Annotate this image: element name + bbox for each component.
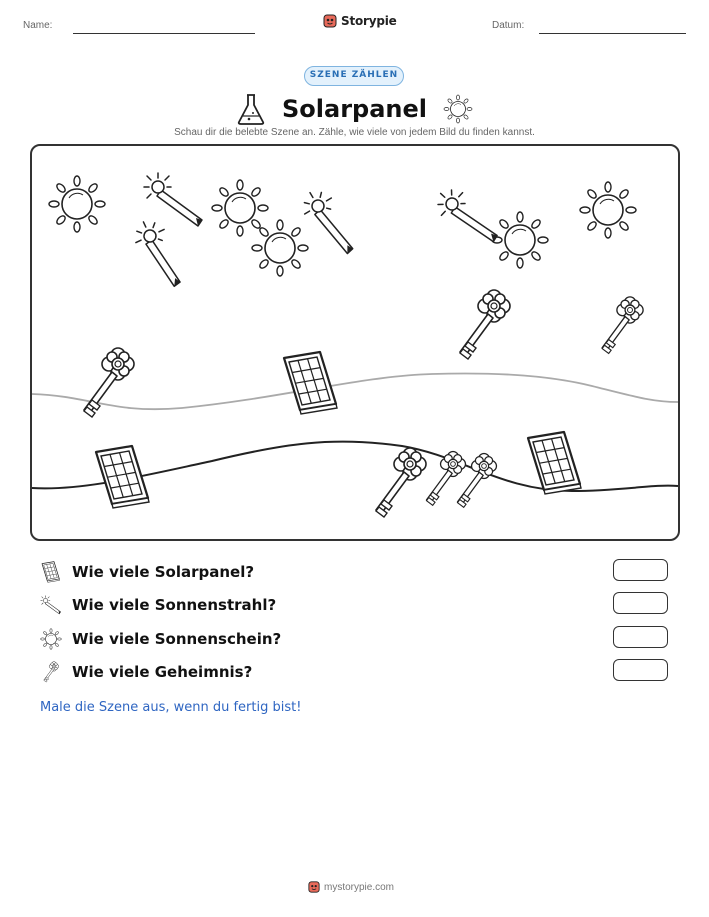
question-solar-panels [40, 560, 254, 584]
storypie-mascot-icon [323, 13, 337, 29]
key-2 [460, 290, 510, 359]
flask-icon [236, 92, 266, 126]
date-line[interactable] [539, 33, 686, 34]
question-sunbeams [40, 593, 276, 617]
footer-site [308, 880, 394, 894]
counting-scene [30, 144, 680, 541]
date-label: Datum: [492, 20, 525, 31]
name-label: Name: [23, 20, 53, 31]
answer-box-sunbeams[interactable] [613, 592, 668, 614]
question-text: Wie viele Sonnenstrahl? [72, 596, 277, 614]
instructions-text: Schau dir die belebte Szene an. Zähle, wie viele von jedem Bild du finden kannst. [174, 127, 535, 138]
question-text: Wie viele Sonnenschein? [72, 630, 282, 648]
sun-4 [492, 212, 548, 268]
brand-name: Storypie [341, 14, 397, 28]
sun-2 [212, 180, 268, 236]
scene-count-badge: SZENE ZÄHLEN [304, 66, 404, 86]
sun-3 [252, 220, 308, 276]
page-title [0, 92, 709, 126]
answer-box-sunshine[interactable] [613, 626, 668, 648]
answer-box-solar-panels[interactable] [613, 559, 668, 581]
solar-panel-1 [284, 352, 337, 414]
key-icon [40, 661, 62, 683]
key-3 [602, 297, 643, 354]
magic-wand-4 [438, 188, 498, 243]
scene-illustration [32, 146, 678, 539]
answer-box-secrets[interactable] [613, 659, 668, 681]
name-line[interactable] [73, 33, 255, 34]
key-5 [426, 452, 465, 506]
storypie-mascot-icon [308, 880, 320, 894]
site-url[interactable]: mystorypie.com [324, 881, 395, 893]
key-4 [376, 448, 426, 517]
sun-icon [40, 628, 62, 650]
magic-wand-2 [124, 218, 197, 288]
sun-icon [443, 94, 473, 124]
key-1 [84, 348, 134, 417]
coloring-instruction: Male die Szene aus, wenn du fertig bist! [40, 700, 302, 715]
magic-wand-icon [40, 594, 62, 616]
solar-panel-3 [528, 432, 581, 494]
question-text: Wie viele Solarpanel? [72, 563, 255, 581]
sun-1 [49, 176, 105, 232]
question-secrets [40, 660, 252, 684]
solar-panel-2 [96, 446, 149, 508]
question-text: Wie viele Geheimnis? [72, 663, 253, 681]
question-sunshine [40, 627, 281, 651]
solar-panel-icon [40, 561, 62, 583]
sun-5 [580, 182, 636, 238]
brand-logo [323, 13, 397, 29]
title-text: Solarpanel [282, 95, 427, 123]
magic-wand-1 [144, 173, 202, 226]
